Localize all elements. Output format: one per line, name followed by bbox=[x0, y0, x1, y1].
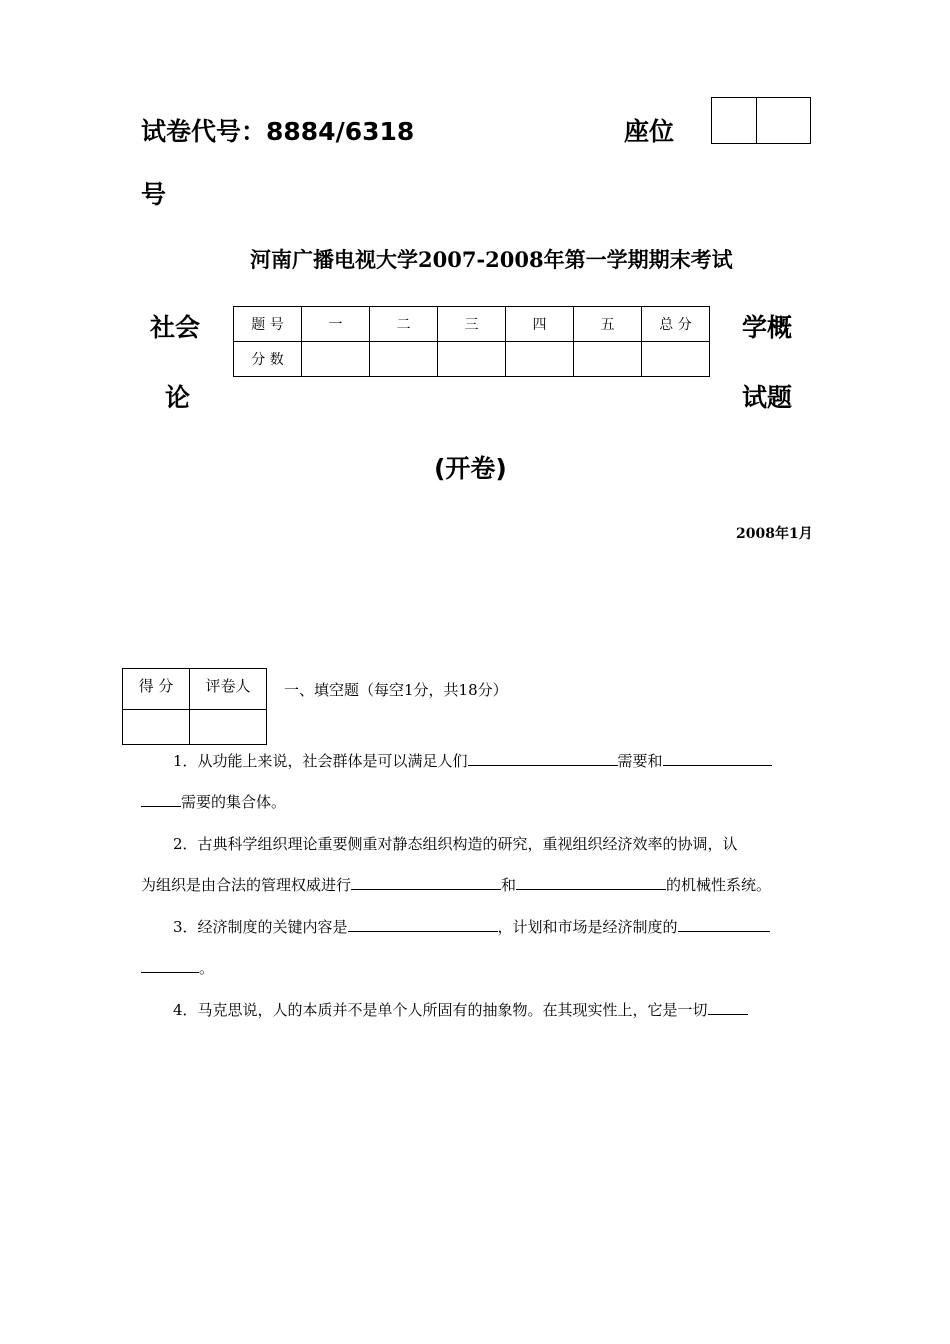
question-2-text-a: 为组织是由合法的管理权威进行 bbox=[141, 876, 352, 894]
score-col-3: 三 bbox=[438, 307, 506, 342]
course-name-right-top: 学概 bbox=[742, 313, 793, 342]
score-cell-total[interactable] bbox=[642, 342, 710, 377]
question-1-text-c: 需要的集合体。 bbox=[181, 793, 287, 811]
answer-blank-5[interactable] bbox=[348, 917, 498, 932]
grader-score-cell[interactable] bbox=[123, 710, 190, 745]
score-col-5: 五 bbox=[574, 307, 642, 342]
question-4-line-1 bbox=[173, 1000, 748, 1020]
score-row-label: 题 号 bbox=[234, 307, 302, 342]
course-name-right-bottom: 试题 bbox=[742, 383, 793, 412]
question-1-text-b: 需要和 bbox=[617, 752, 663, 770]
score-col-total: 总 分 bbox=[642, 307, 710, 342]
exam-date: 2008年1月 bbox=[736, 526, 813, 542]
grader-table bbox=[122, 668, 267, 745]
question-3-text-c: 。 bbox=[199, 959, 215, 977]
section-heading: 一、填空题（每空1分，共18分） bbox=[284, 681, 508, 699]
score-table-value-row bbox=[234, 342, 710, 377]
question-4-text-a: 4．马克思说，人的本质并不是单个人所固有的抽象物。在其现实性上，它是一切 bbox=[173, 1001, 708, 1019]
question-1-text-a: 1．从功能上来说，社会群体是可以满足人们 bbox=[173, 752, 468, 770]
seat-label: 座位 bbox=[624, 117, 675, 146]
seat-label-continued: 号 bbox=[141, 180, 167, 209]
exam-title: 河南广播电视大学2007-2008年第一学期期末考试 bbox=[250, 247, 733, 272]
grader-score-header: 得 分 bbox=[123, 669, 190, 710]
answer-blank-6-continued[interactable] bbox=[141, 958, 199, 973]
answer-blank-3[interactable] bbox=[351, 875, 501, 890]
score-col-4: 四 bbox=[506, 307, 574, 342]
course-name-left-bottom: 论 bbox=[165, 383, 191, 412]
score-col-1: 一 bbox=[302, 307, 370, 342]
score-table bbox=[233, 306, 710, 377]
question-1-line-1 bbox=[173, 751, 772, 771]
score-col-2: 二 bbox=[370, 307, 438, 342]
question-3-text-a: 3．经济制度的关键内容是 bbox=[173, 918, 348, 936]
answer-blank-2-continued[interactable] bbox=[141, 792, 181, 807]
score-value-label: 分 数 bbox=[234, 342, 302, 377]
question-2-text-c: 的机械性系统。 bbox=[666, 876, 772, 894]
course-name-left-top: 社会 bbox=[150, 313, 201, 342]
question-3-text-b: ，计划和市场是经济制度的 bbox=[497, 918, 678, 936]
score-cell-4[interactable] bbox=[506, 342, 574, 377]
seat-number-box-1[interactable] bbox=[711, 97, 757, 144]
question-2-line-2 bbox=[141, 875, 771, 895]
question-3-line-1 bbox=[173, 917, 770, 937]
answer-blank-6[interactable] bbox=[678, 917, 770, 932]
grader-input-row bbox=[123, 710, 267, 745]
answer-blank-7[interactable] bbox=[708, 1000, 748, 1015]
question-3-line-2 bbox=[141, 958, 214, 978]
score-table-header-row bbox=[234, 307, 710, 342]
grader-header-row bbox=[123, 669, 267, 710]
score-cell-2[interactable] bbox=[370, 342, 438, 377]
question-1-line-2 bbox=[141, 792, 286, 812]
exam-type: (开卷) bbox=[434, 454, 507, 483]
grader-name-cell[interactable] bbox=[190, 710, 267, 745]
score-cell-1[interactable] bbox=[302, 342, 370, 377]
exam-code: 试卷代号：8884/6318 bbox=[141, 117, 415, 146]
question-2-text-b: 和 bbox=[501, 876, 517, 894]
score-cell-3[interactable] bbox=[438, 342, 506, 377]
grader-name-header: 评卷人 bbox=[190, 669, 267, 710]
seat-number-box-2[interactable] bbox=[756, 97, 811, 144]
question-2-line-1: 2．古典科学组织理论重要侧重对静态组织构造的研究，重视组织经济效率的协调，认 bbox=[173, 835, 738, 853]
answer-blank-1[interactable] bbox=[468, 751, 618, 766]
answer-blank-4[interactable] bbox=[516, 875, 666, 890]
answer-blank-2[interactable] bbox=[663, 751, 772, 766]
score-cell-5[interactable] bbox=[574, 342, 642, 377]
